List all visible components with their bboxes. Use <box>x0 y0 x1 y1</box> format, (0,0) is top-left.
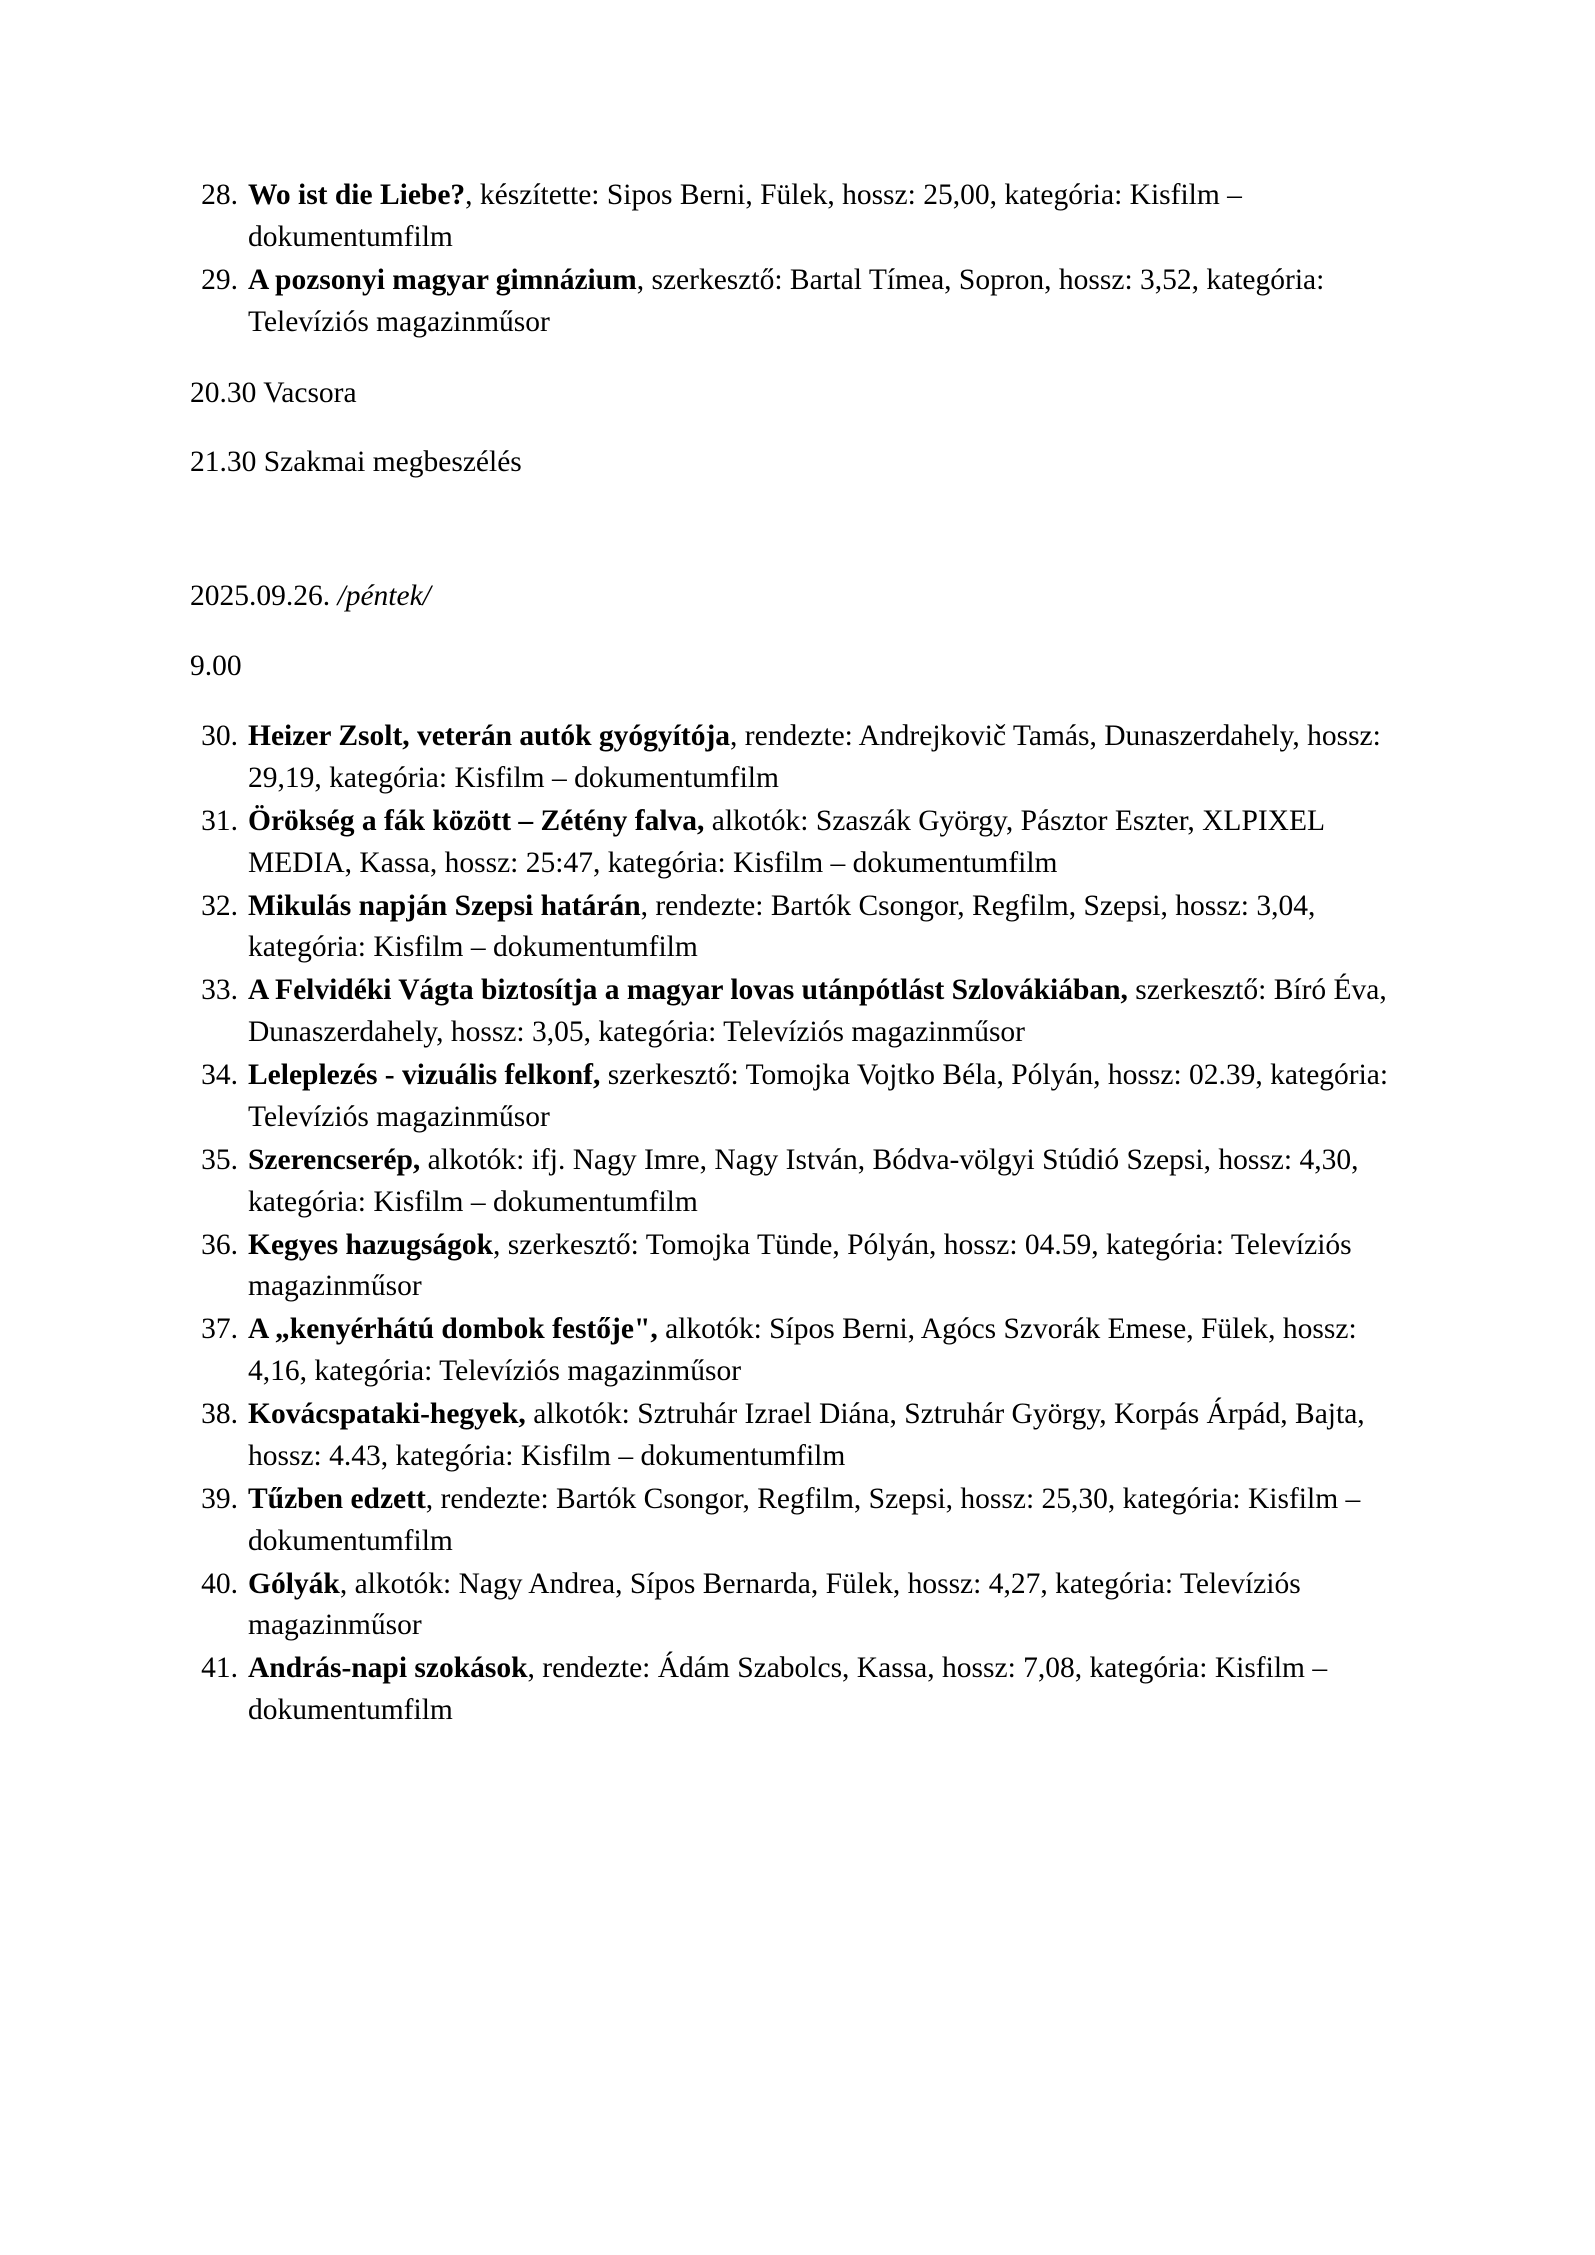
list-item-number: 31. <box>201 804 238 837</box>
list-item-number: 30. <box>201 720 238 752</box>
day-name: /péntek/ <box>337 580 431 613</box>
list-item-details: , rendezte: Bartók Csongor, Regfilm, Szepsi, hossz: 25,30, kategória: Kisfilm – dokumentumfilm <box>248 1482 1361 1557</box>
spacer <box>190 414 1400 442</box>
list-item-title: Heizer Zsolt, veterán autók gyógyítója <box>248 720 731 752</box>
list-item-details: alkotók: Sztruhár Izrael Diána, Sztruhár György, Korpás Árpád, Bajta, hossz: 4.43, kategória: Kisfilm – dokumentumfilm <box>248 1398 1365 1472</box>
document-body <box>190 175 1400 1732</box>
list-item-details: szerkesztő: Bíró Éva, Dunaszerdahely, hossz: 3,05, kategória: Televíziós magazinműsor <box>248 974 1387 1049</box>
list-item-number: 28. <box>201 179 238 211</box>
list-item-title: A pozsonyi magyar gimnázium <box>248 263 637 296</box>
list-item <box>190 175 1400 259</box>
list-item-title: Wo ist die Liebe? <box>248 179 466 211</box>
list-item-details: alkotók: Sípos Berni, Agócs Szvorák Emese, Fülek, hossz: 4,16, kategória: Televíziós magazinműsor <box>248 1313 1357 1388</box>
list-item <box>190 1140 1400 1224</box>
list-item <box>190 1479 1400 1563</box>
list-item-title: Mikulás napján Szepsi határán <box>248 889 641 922</box>
spacer <box>190 345 1400 373</box>
date-heading <box>190 576 1400 618</box>
list-item-details: alkotók: Szaszák György, Pásztor Eszter, XLPIXEL MEDIA, Kassa, hossz: 25:47, kategória: Kisfilm – dokumentumfilm <box>248 804 1324 879</box>
spacer <box>190 688 1400 716</box>
spacer <box>190 484 1400 576</box>
list-item-number: 32. <box>201 889 238 922</box>
list-item-details: , készítette: Sipos Berni, Fülek, hossz: 25,00, kategória: Kisfilm – dokumentumfilm <box>248 179 1242 253</box>
list-item-number: 41. <box>201 1652 238 1685</box>
schedule-line-discussion: 21.30 Szakmai megbeszélés <box>190 446 522 479</box>
list-item-details: , szerkesztő: Tomojka Tünde, Pólyán, hossz: 04.59, kategória: Televíziós magazinműsor <box>248 1228 1352 1303</box>
list-item <box>190 1394 1400 1478</box>
time-heading: 9.00 <box>190 650 242 683</box>
list-item <box>190 716 1400 800</box>
list-item-details: szerkesztő: Tomojka Vojtko Béla, Pólyán, hossz: 02.39, kategória: Televíziós magazinműsor <box>248 1059 1389 1133</box>
spacer <box>190 618 1400 646</box>
list-item-title: A Felvidéki Vágta biztosítja a magyar lovas utánpótlást Szlovákiában, <box>248 974 1128 1007</box>
list-item-details: , szerkesztő: Bartal Tímea, Sopron, hossz: 3,52, kategória: Televíziós magazinműsor <box>248 263 1325 338</box>
list-item <box>190 801 1400 885</box>
list-item-title: Gólyák <box>248 1567 340 1600</box>
list-item-title: Kegyes hazugságok <box>248 1228 494 1261</box>
list-item-number: 40. <box>201 1567 238 1600</box>
list-item-title: Örökség a fák között – Zétény falva, <box>248 804 705 837</box>
list-item <box>190 886 1400 970</box>
list-item <box>190 970 1400 1054</box>
list-item-title: Kovácspataki-hegyek, <box>248 1398 526 1430</box>
film-list-friday <box>190 716 1400 1732</box>
list-item <box>190 1225 1400 1309</box>
list-item <box>190 260 1400 344</box>
list-item <box>190 1564 1400 1648</box>
list-item-details: alkotók: ifj. Nagy Imre, Nagy István, Bódva-völgyi Stúdió Szepsi, hossz: 4,30, kategória: Kisfilm – dokumentumfilm <box>248 1143 1359 1218</box>
list-item-number: 33. <box>201 974 238 1007</box>
list-item <box>190 1055 1400 1139</box>
date-value: 2025.09.26. <box>190 580 338 613</box>
list-item-number: 37. <box>201 1313 238 1346</box>
list-item-number: 36. <box>201 1228 238 1261</box>
list-item-details: , alkotók: Nagy Andrea, Sípos Bernarda, Fülek, hossz: 4,27, kategória: Televíziós magazinműsor <box>248 1567 1301 1642</box>
list-item-details: , rendezte: Bartók Csongor, Regfilm, Szepsi, hossz: 3,04, kategória: Kisfilm – dokumentumfilm <box>248 889 1316 964</box>
list-item-title: A „kenyérhátú dombok festője", <box>248 1313 658 1346</box>
schedule-line-dinner: 20.30 Vacsora <box>190 376 357 409</box>
list-item-title: Leleplezés - vizuális felkonf, <box>248 1059 601 1091</box>
list-item-title: Tűzben edzett <box>248 1482 426 1515</box>
list-item-title: Szerencserép, <box>248 1143 421 1176</box>
list-item-number: 35. <box>201 1143 238 1176</box>
list-item-details: , rendezte: Andrejkovič Tamás, Dunaszerdahely, hossz: 29,19, kategória: Kisfilm – dokumentumfilm <box>248 720 1381 794</box>
list-item <box>190 1309 1400 1393</box>
list-item-number: 38. <box>201 1398 238 1430</box>
list-item-title: András-napi szokások <box>248 1652 528 1685</box>
list-item-details: , rendezte: Ádám Szabolcs, Kassa, hossz: 7,08, kategória: Kisfilm – dokumentumfilm <box>248 1652 1328 1727</box>
film-list-top <box>190 175 1400 344</box>
list-item-number: 29. <box>201 263 238 296</box>
list-item-number: 39. <box>201 1482 238 1515</box>
list-item <box>190 1648 1400 1732</box>
list-item-number: 34. <box>201 1059 238 1091</box>
